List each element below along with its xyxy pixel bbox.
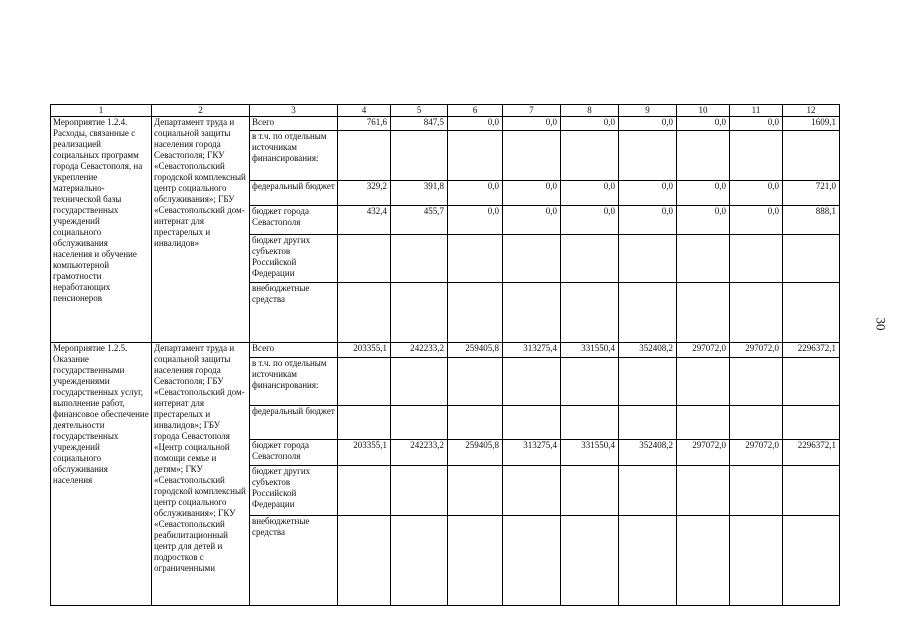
value-cell <box>503 406 561 440</box>
value-cell <box>391 516 448 606</box>
value-cell <box>503 283 561 343</box>
value-cell: 203355,1 <box>338 343 391 358</box>
table-row <box>51 343 840 358</box>
value-cell: 2296372,1 <box>783 343 840 358</box>
value-cell <box>391 235 448 283</box>
funding-source-cell: федеральный бюджет <box>250 406 338 440</box>
value-cell: 432,4 <box>338 206 391 235</box>
column-header: 10 <box>677 105 730 117</box>
value-cell: 1609,1 <box>783 117 840 131</box>
value-cell: 331550,4 <box>561 343 619 358</box>
value-cell: 242233,2 <box>391 343 448 358</box>
value-cell <box>391 406 448 440</box>
value-cell: 391,8 <box>391 181 448 206</box>
funding-source-cell: внебюджетные средства <box>250 283 338 343</box>
value-cell: 0,0 <box>730 181 783 206</box>
value-cell: 761,6 <box>338 117 391 131</box>
value-cell <box>783 131 840 181</box>
value-cell <box>561 283 619 343</box>
executor-cell: Департамент труда и социальной защиты населения города Севастополя; ГКУ «Севастопольский городской комплексный центр социального обслуживания»; ГБУ «Севастопольский дом-интернат для престарелых и инвалидов» <box>152 117 250 343</box>
value-cell: 313275,4 <box>503 440 561 466</box>
value-cell <box>783 358 840 406</box>
funding-source-cell: бюджет других субъектов Российской Федерации <box>250 235 338 283</box>
column-header: 2 <box>152 105 250 117</box>
funding-source-cell: бюджет города Севастополя <box>250 206 338 235</box>
value-cell <box>677 131 730 181</box>
value-cell <box>619 283 677 343</box>
value-cell: 259405,8 <box>448 343 503 358</box>
value-cell <box>338 235 391 283</box>
value-cell: 0,0 <box>619 181 677 206</box>
column-header: 12 <box>783 105 840 117</box>
value-cell <box>448 131 503 181</box>
value-cell <box>561 235 619 283</box>
value-cell <box>619 131 677 181</box>
value-cell <box>783 283 840 343</box>
value-cell <box>561 466 619 516</box>
budget-table-container <box>50 104 840 606</box>
value-cell <box>619 358 677 406</box>
value-cell: 0,0 <box>503 206 561 235</box>
value-cell: 297072,0 <box>730 440 783 466</box>
value-cell: 847,5 <box>391 117 448 131</box>
funding-source-cell: бюджет города Севастополя <box>250 440 338 466</box>
value-cell <box>448 358 503 406</box>
value-cell: 0,0 <box>561 181 619 206</box>
funding-source-cell: Всего <box>250 117 338 131</box>
funding-source-cell: в т.ч. по отдельным источникам финансирования: <box>250 131 338 181</box>
value-cell <box>561 358 619 406</box>
value-cell <box>619 466 677 516</box>
value-cell <box>783 235 840 283</box>
column-header: 11 <box>730 105 783 117</box>
value-cell: 0,0 <box>503 181 561 206</box>
value-cell: 2296372,1 <box>783 440 840 466</box>
value-cell <box>391 283 448 343</box>
table-row <box>51 117 840 131</box>
value-cell: 888,1 <box>783 206 840 235</box>
value-cell: 297072,0 <box>730 343 783 358</box>
column-header: 1 <box>51 105 152 117</box>
column-header: 9 <box>619 105 677 117</box>
value-cell <box>338 358 391 406</box>
value-cell: 0,0 <box>561 206 619 235</box>
value-cell: 0,0 <box>448 181 503 206</box>
value-cell <box>619 235 677 283</box>
value-cell <box>391 131 448 181</box>
value-cell <box>730 283 783 343</box>
executor-cell: Департамент труда и социальной защиты населения города Севастополя; ГБУ «Севастопольский дом-интернат для престарелых и инвалидов»; ГБУ города Севастополя «Центр социальной помощи семье и детям»; ГКУ «Севастопольский городской комплексный центр социального обслуживания»; ГКУ «Севастопольский реабилитационный центр для детей и подростков с ограниченными <box>152 343 250 606</box>
value-cell <box>561 131 619 181</box>
value-cell: 329,2 <box>338 181 391 206</box>
value-cell: 259405,8 <box>448 440 503 466</box>
value-cell <box>730 466 783 516</box>
funding-source-cell: федеральный бюджет <box>250 181 338 206</box>
page-number: 30 <box>873 317 889 331</box>
value-cell: 0,0 <box>448 206 503 235</box>
column-header: 4 <box>338 105 391 117</box>
value-cell: 0,0 <box>503 117 561 131</box>
value-cell <box>448 283 503 343</box>
value-cell <box>338 283 391 343</box>
value-cell: 242233,2 <box>391 440 448 466</box>
value-cell <box>338 516 391 606</box>
value-cell: 297072,0 <box>677 440 730 466</box>
column-header: 3 <box>250 105 338 117</box>
value-cell <box>503 466 561 516</box>
value-cell: 721,0 <box>783 181 840 206</box>
value-cell <box>448 406 503 440</box>
value-cell <box>619 406 677 440</box>
value-cell: 0,0 <box>619 206 677 235</box>
column-header: 6 <box>448 105 503 117</box>
value-cell: 331550,4 <box>561 440 619 466</box>
value-cell <box>677 358 730 406</box>
value-cell <box>783 466 840 516</box>
value-cell <box>448 235 503 283</box>
value-cell <box>391 466 448 516</box>
column-header: 8 <box>561 105 619 117</box>
funding-source-cell: внебюджетные средства <box>250 516 338 606</box>
value-cell <box>448 466 503 516</box>
header-row <box>51 105 840 117</box>
value-cell: 203355,1 <box>338 440 391 466</box>
funding-source-cell: Всего <box>250 343 338 358</box>
value-cell <box>619 516 677 606</box>
funding-source-cell: в т.ч. по отдельным источникам финансирования: <box>250 358 338 406</box>
value-cell: 352408,2 <box>619 343 677 358</box>
value-cell: 0,0 <box>677 117 730 131</box>
value-cell <box>783 516 840 606</box>
value-cell <box>338 131 391 181</box>
value-cell <box>730 516 783 606</box>
value-cell <box>677 283 730 343</box>
value-cell <box>338 406 391 440</box>
value-cell <box>730 406 783 440</box>
value-cell: 0,0 <box>677 206 730 235</box>
measure-cell: Мероприятие 1.2.4. Расходы, связанные с реализацией социальных программ города Севастополя, на укрепление материально-технической базы государственных учреждений социального обслуживания населения и обучение компьютерной грамотности неработающих пенсионеров <box>51 117 152 343</box>
value-cell: 0,0 <box>619 117 677 131</box>
value-cell: 0,0 <box>561 117 619 131</box>
measure-cell: Мероприятие 1.2.5. Оказание государственными учреждениями государственных услуг, выполнение работ, финансовое обеспечение деятельности государственных учреждений социального обслуживания населения <box>51 343 152 606</box>
value-cell <box>677 235 730 283</box>
value-cell <box>730 131 783 181</box>
value-cell <box>503 516 561 606</box>
value-cell <box>391 358 448 406</box>
funding-source-cell: бюджет других субъектов Российской Федерации <box>250 466 338 516</box>
value-cell <box>677 516 730 606</box>
column-header: 5 <box>391 105 448 117</box>
value-cell: 352408,2 <box>619 440 677 466</box>
value-cell <box>783 406 840 440</box>
value-cell <box>677 406 730 440</box>
column-header: 7 <box>503 105 561 117</box>
budget-table <box>50 104 840 606</box>
value-cell <box>503 235 561 283</box>
value-cell <box>503 358 561 406</box>
value-cell: 0,0 <box>730 206 783 235</box>
value-cell <box>561 516 619 606</box>
value-cell <box>338 466 391 516</box>
value-cell: 0,0 <box>677 181 730 206</box>
value-cell: 297072,0 <box>677 343 730 358</box>
value-cell <box>561 406 619 440</box>
value-cell <box>730 358 783 406</box>
value-cell: 455,7 <box>391 206 448 235</box>
value-cell <box>730 235 783 283</box>
value-cell: 313275,4 <box>503 343 561 358</box>
value-cell: 0,0 <box>448 117 503 131</box>
value-cell <box>448 516 503 606</box>
value-cell <box>677 466 730 516</box>
value-cell <box>503 131 561 181</box>
value-cell: 0,0 <box>730 117 783 131</box>
